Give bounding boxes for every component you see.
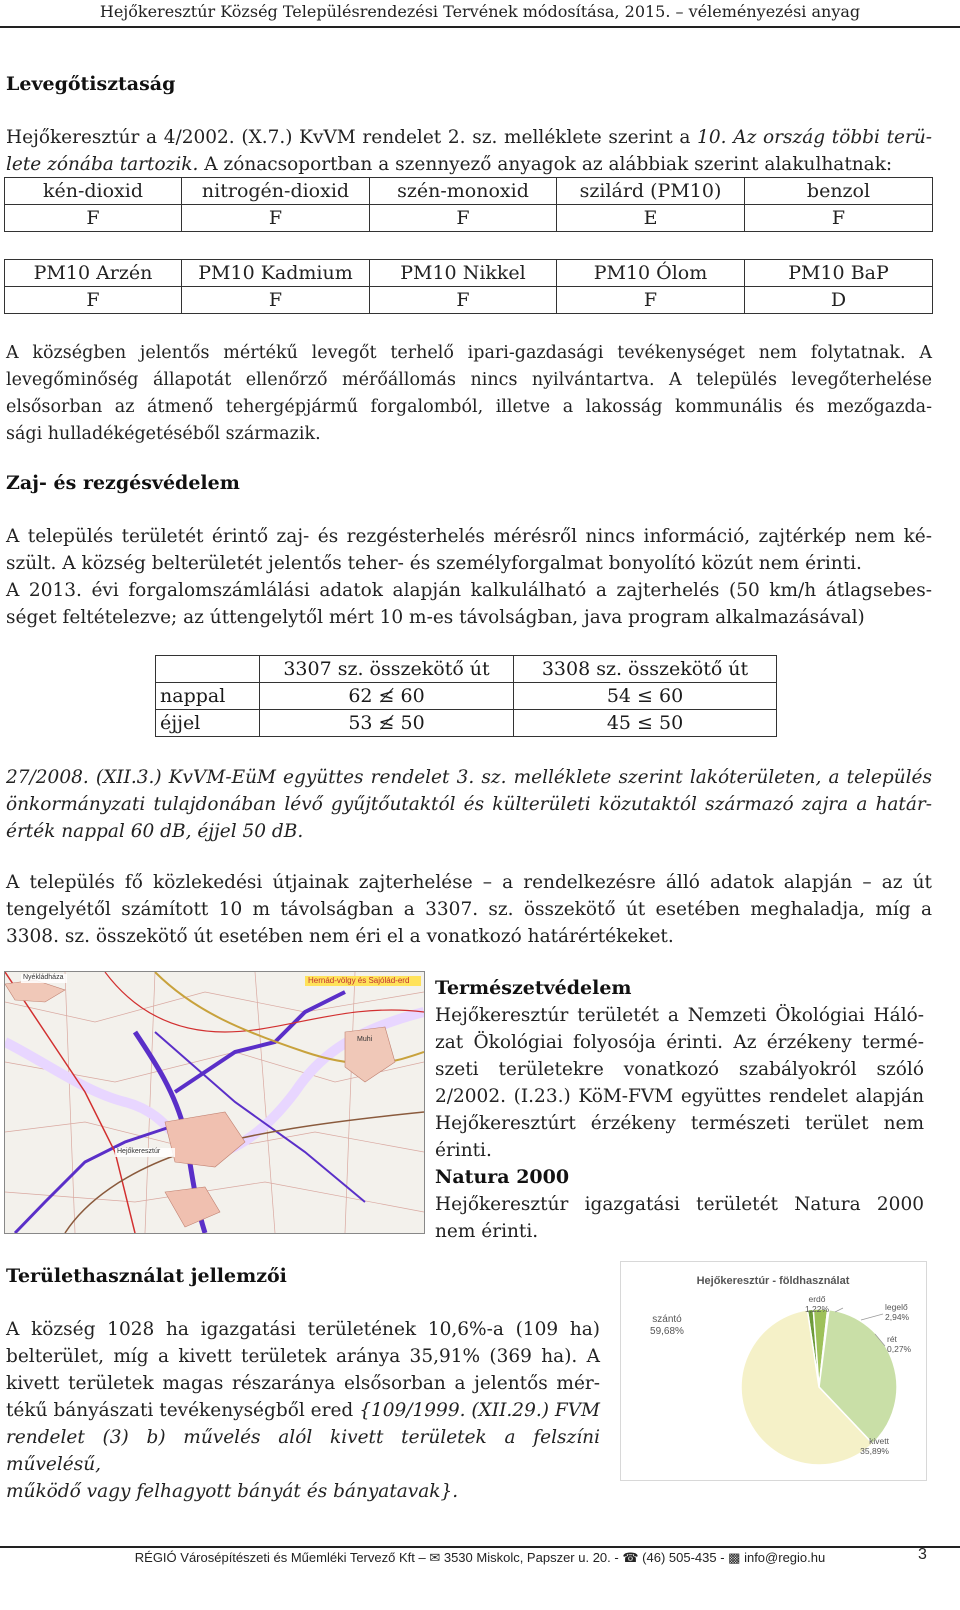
landuse-chart: [620, 1261, 927, 1481]
map-label-muhi: Muhi: [357, 1036, 373, 1043]
header-title: Hejőkeresztúr Község Településrendezési Tervének módosítása, 2015. – véleményezési anyag: [99, 2, 861, 21]
footer-phone: (46) 505-435 -: [642, 1550, 729, 1565]
table-cell: F: [182, 205, 370, 232]
table-row: [5, 260, 933, 287]
table-cell: F: [557, 287, 745, 314]
table-cell: PM10 BaP: [745, 260, 933, 287]
table-row: [5, 205, 933, 232]
computer-icon: ▩: [728, 1550, 741, 1565]
footer-email[interactable]: info@regio.hu: [744, 1550, 826, 1565]
pie-leader-line: [861, 1314, 883, 1320]
heading-natura: Natura 2000: [435, 1166, 570, 1188]
table-row: [5, 287, 933, 314]
table-cell: E: [557, 205, 745, 232]
table-cell: nitrogén-dioxid: [182, 178, 370, 205]
table-row: [5, 178, 933, 205]
air-paragraph: A községben jelentős mértékű levegőt terhelő ipari-gazdasági tevékenységet nem folytatnak. A levegőminőség állapotát ellenőrző mérőállomás nincs nyilvántartva. A település levegőterhelése elsősorban az átmenő tehergépjármű forgalomból, illetve a lakosság kommunális és mezőgazda- sági hulladékégetéséből származik.: [6, 343, 932, 444]
table-row: [156, 710, 777, 737]
pie-value-legelő: 2,94%: [885, 1312, 910, 1322]
table-cell: F: [182, 287, 370, 314]
noise-table: [155, 655, 777, 737]
pie-label-szántó: szántó: [652, 1314, 682, 1325]
pie-value-szántó: 59,68%: [650, 1326, 684, 1337]
pie-value-rét: 0,27%: [887, 1344, 912, 1354]
footer-company: RÉGIÓ Városépítészeti és Műemléki Tervező Kft –: [134, 1550, 430, 1565]
table-cell: kén-dioxid: [5, 178, 182, 205]
page-header: [0, 0, 960, 32]
pie-value-erdő: 1,22%: [804, 1304, 830, 1314]
footer-address: 3530 Miskolc, Papszer u. 20. -: [443, 1550, 623, 1565]
noise-paragraph: A település területét érintő zaj- és rezgésterhelés mérésről nincs információ, zajtérkép nem ké- szült. A község belterületét jelentős teher- és személyforgalmat bonyolító közút nem érinti. A 2013. évi forgalomszámlálási adatok alapján kalkulálható a zajterhelés (50 km/h átlagsebes- séget feltételezve; az úttengelytől mért 10 m-es távolságban, java program alkalmazásával): [6, 526, 932, 628]
table-cell: benzol: [745, 178, 933, 205]
header-rule: [0, 26, 960, 28]
landuse-paragraph: A község 1028 ha igazgatási területének 10,6%-a (109 ha) belterület, míg a kivett területek aránya 35,91% (369 ha). A kivett területek magas részaránya elsősorban a jelentős mér- tékű bányászati tevékenységből ered {109/1999. (XII.29.) FVM rendelet (3) b) művelés alól kivett területek a felszíni művelésű, működő vagy felhagyott bányát és bányatavak}.: [6, 1319, 601, 1502]
pie-label-kivett: kivett: [869, 1436, 889, 1446]
table-cell: F: [370, 205, 557, 232]
table-cell: D: [745, 287, 933, 314]
table-cell: szén-monoxid: [370, 178, 557, 205]
heading-noise: Zaj- és rezgésvédelem: [6, 472, 240, 494]
table-cell: 54 ≤ 60: [514, 683, 777, 710]
pie-label-rét: rét: [887, 1334, 897, 1344]
table-cell: 45 ≤ 50: [514, 710, 777, 737]
table-cell: 62 ≰ 60: [260, 683, 514, 710]
heading-landuse: Területhasználat jellemzői: [6, 1265, 287, 1287]
map-label-area: Hernád-völgy és Sajólád-erd: [308, 976, 410, 985]
table-header: 3308 sz. összekötő út: [514, 656, 777, 683]
map-label-town: Nyékládháza: [23, 974, 64, 981]
page-footer: [0, 1550, 960, 1566]
table-cell: [156, 656, 260, 683]
noise-conclusion: A település fő közlekedési útjainak zajterhelése – a rendelkezésre álló adatok alapján – az út tengelyétől számított 10 m távolságban a 3307. sz. összekötő út esetében meghaladja, míg a 3308. sz. összekötő út esetében nem éri el a vonatkozó határértékeket.: [6, 872, 932, 947]
table-cell: éjjel: [156, 710, 260, 737]
pollutant-table-2: [4, 259, 933, 314]
table-cell: PM10 Nikkel: [370, 260, 557, 287]
table-cell: F: [5, 205, 182, 232]
table-header: 3307 sz. összekötő út: [260, 656, 514, 683]
table-cell: F: [370, 287, 557, 314]
nature-section: Természetvédelem Hejőkeresztúr területét a Nemzeti Ökológiai Háló- zat Ökológiai folyosója érinti. Az érzékeny termé- szeti területekre vonatkozó szabályokról szóló 2/2002. (I.23.) KöM-FVM együttes rendelet alapján Hejőkeresztúrt érzékeny természeti terület nem érinti. Natura 2000 Hejőkeresztúr igazgatási területét Natura 2000 nem érinti.: [435, 977, 924, 1242]
pollutant-table-1: [4, 177, 933, 232]
pie-label-legelő: legelő: [885, 1302, 908, 1312]
heading-air: Levegőtisztaság: [6, 73, 176, 95]
table-cell: PM10 Ólom: [557, 260, 745, 287]
table-row: [156, 683, 777, 710]
table-row: [156, 656, 777, 683]
page-number: 3: [918, 1546, 927, 1563]
table-cell: F: [745, 205, 933, 232]
phone-icon: ☎: [622, 1550, 639, 1565]
chart-title: Hejőkeresztúr - földhasználat: [696, 1275, 850, 1287]
footer-rule: [0, 1546, 960, 1548]
table-cell: 53 ≰ 50: [260, 710, 514, 737]
table-cell: szilárd (PM10): [557, 178, 745, 205]
pie-value-kivett: 35,89%: [860, 1446, 889, 1456]
air-intro: Hejőkeresztúr a 4/2002. (X.7.) KvVM rendelet 2. sz. melléklete szerint a 10. Az ország többi terü- lete zónába tartozik. A zónacsoportban a szennyező anyagok az alábbiak szerint alakulhatnak:: [6, 127, 932, 175]
table-cell: PM10 Kadmium: [182, 260, 370, 287]
map-image: [4, 971, 425, 1234]
map-label-village: Hejőkeresztúr: [117, 1148, 161, 1155]
table-cell: nappal: [156, 683, 260, 710]
mail-icon: ✉: [429, 1550, 441, 1565]
heading-nature: Természetvédelem: [435, 977, 632, 999]
table-cell: PM10 Arzén: [5, 260, 182, 287]
map-svg: [5, 972, 424, 1233]
noise-regulation: 27/2008. (XII.3.) KvVM-EüM együttes rendelet 3. sz. melléklete szerint lakóterületen, a település önkormányzati tulajdonában lévő gyűjtőutaktól és külterületi közutaktól származó zajra a határ- érték nappal 60 dB, éjjel 50 dB.: [6, 767, 932, 842]
pie-chart-svg: [621, 1262, 926, 1480]
table-cell: F: [5, 287, 182, 314]
pie-label-erdő: erdő: [808, 1294, 826, 1304]
